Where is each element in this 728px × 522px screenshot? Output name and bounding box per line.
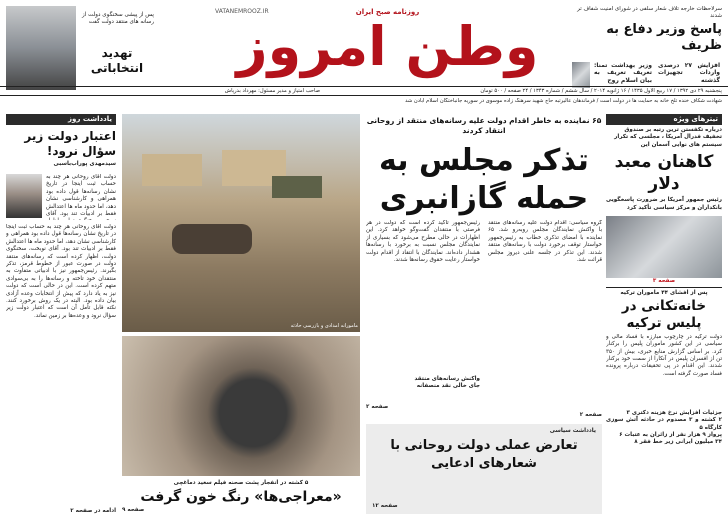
fed-photo[interactable] <box>606 216 722 278</box>
bottom-photo-caption: ۵ کشته در انفجار پشت صحنه فیلم سعید دماغچی <box>173 480 309 486</box>
right-list-item[interactable]: جزئیات افزایش نرخ هزینه دکتری ۳ <box>626 409 722 416</box>
bottom-photo[interactable] <box>122 336 360 476</box>
left-author: سیدمهدی پوراب‌باسبی <box>53 161 116 167</box>
bottom-headline[interactable]: «معراجی‌ها» رنگ خون گرفت <box>140 489 342 505</box>
tagline: روزنامه صبح ایران <box>355 8 420 16</box>
right-top-photo <box>572 62 590 88</box>
main-body-right: گروه سیاسی: اقدام دولت علیه رسانه‌های منتقد با واکنش نمایندگان مجلس روبه‌رو شد. ۶۵ نماینده با امضای تذکری خطاب به رئیس‌جمهور خواستار توقف برخورد دولت با رسانه‌های منتقد شدند. این تذکر در جلسه علنی دیروز مجلس قرائت شد. <box>488 220 602 264</box>
ticker-bar <box>0 97 728 107</box>
main-headline-1[interactable]: تذکر مجلس به <box>379 143 589 178</box>
left-top-box <box>6 6 154 90</box>
right-divider <box>606 287 722 288</box>
logo[interactable] <box>215 8 560 76</box>
right-list <box>606 410 722 447</box>
dateline: پنجشنبه ۲۹ دی ۱۳۹۲ / ۱۷ ربیع الاول ۱۴۳۵ / ۱۶ ژانویه ۲۰۱۴ / سال ششم / شماره ۱۳۴۳ / ۲۴ صفحه / ۵۰۰ تومان <box>480 88 722 94</box>
dateline-bar <box>0 86 728 96</box>
right-list-item[interactable]: ۲ کشته و ۳ مصدوم در حادثه آتش سوزی کارگاه ۵ <box>606 417 722 431</box>
main-story <box>366 114 602 516</box>
editorial-page[interactable]: صفحه ۱۲ <box>372 502 398 509</box>
main-page-left[interactable]: صفحه ۲ <box>366 404 389 410</box>
left-column <box>6 114 116 516</box>
right-top-box <box>572 6 722 90</box>
left-top-kicker: پس از پیشی سخنگوی دولت از رسانه های منتقد دولت گفت <box>82 12 154 26</box>
left-continue[interactable]: ادامه در صفحه ۲ <box>70 508 116 514</box>
main-headline-2[interactable]: حمله گازانبری <box>379 181 589 216</box>
right-top-headline[interactable]: پاسخ وزیر دفاع به ظریف <box>606 21 722 53</box>
site-url[interactable]: VATANEMROOZ.IR <box>215 8 269 15</box>
main-bullets <box>366 376 480 391</box>
right-top-kicker: سرلاحظات خارجه تلاف شعار سلفی در شورای امنیت شفاف تر شدند <box>577 6 722 20</box>
right-subtext: رئیس جمهور آمریکا بر ضرورت پاسخگویی بانکداران و مرکز سیاسی تأکید کرد <box>606 197 722 211</box>
right-headline2[interactable]: خانه‌تکانی در پلیس ترکیه <box>621 297 707 331</box>
right-section-label: تیترهای ویژه <box>606 114 722 125</box>
top-photo[interactable] <box>122 114 360 332</box>
left-section-label: یادداشت روز <box>6 114 116 125</box>
logo-text: وطن امروز <box>236 15 539 78</box>
jeep <box>272 176 322 198</box>
bullet-1: واکنش رسانه‌های منتقد <box>414 376 480 382</box>
right-body2: دولت ترکیه در چارچوب مبارزه با فساد مالی و سیاسی در این کشور ماموران پلیس را برکنار کرد. بر اساس گزارش منابع خبری، بیش از ۳۵۰ تن از افسران پلیس در آنکارا از سمت خود برکنار شدند. این اقدام در پی تحقیقات درباره پرونده فساد صورت گرفته است. <box>606 333 722 377</box>
editorial-box <box>366 424 602 514</box>
bullet-2: جای خالی نقد منصفانه <box>416 383 480 390</box>
right-top-item-1[interactable]: افزایش ۲۷ درصدی واردات تجهیزات گذشته <box>658 62 720 84</box>
right-page[interactable]: صفحه ۳ <box>652 278 676 285</box>
right-top-item-2[interactable]: وزیر بهداشت تمنا: تعریف تعریف به بیان اسلام روح <box>594 62 652 84</box>
main-page-right[interactable]: صفحه ۲ <box>579 412 602 418</box>
right-kicker: درباره تکفستن ترین رتبه بر صندوق تخفیف فدرال آمریکا ، مجلسی که تکرار سیستم های نوایی آسمان این <box>614 127 722 148</box>
right-list-item[interactable]: ۳۴ میلیون ایرانی زیر خط فقر ۸ <box>634 439 722 446</box>
right-list-item[interactable]: پرواز ۹ هزار نفر از زائران به عتبات ۶ <box>619 432 722 439</box>
tent-1 <box>142 154 202 186</box>
ticker: شهادت شکاف خنده تلخ خانه به حمایت ها در دولت است / فرماندهان عالیرتبه حاج شهید سرهنگ زاده موسوی در سوریه جانباختگان اسلام آبادن شد <box>405 98 722 104</box>
right-headline[interactable]: کاهنان معبد دلار <box>614 152 714 195</box>
right-headline2-kicker: پس از افشای ۴۴ ماموران ترکیه <box>620 290 708 297</box>
top-photo-caption: مامورانه امدادی و بازرسی حادثه <box>290 322 358 329</box>
left-headline[interactable]: اعتبار دولت زیر سؤال نرود! <box>24 129 116 158</box>
left-body: دولت آقای روحانی هر چند به حساب ثبت اینجا در تاریخ نشان رسانه‌ها قول داده بود همراهی و کارشناسی نشان دهد، اما حدود ماه ها اعتدالش فقط بر ادبیات تند بود. آقای نوبخت، سخنگوی دولت، اظهار کرده است که رسانه‌های منتقد دولت در صورت عبور از خطوط قرمز، تذکر بگیرند. رئیس‌جمهور نیز با ادبیاتی متفاوت به منتقدان خود تاخته و رسانه‌ها را به بی‌سوادی متهم کرده است. این در حالی است که دولت نیز به یاد دارد که پیش از انتخابات وعده آزادی بیان داده بود. البته در یک روش برخورد کنند. نکته قابل تأمل آن است که اعتبار دولت زیر سؤال نرود و وعده‌ها بر زمین نماند. <box>6 224 116 319</box>
slogan: صاحب امتیاز و مدیر مسئول: مهرداد بذرپاش <box>224 88 320 94</box>
main-kicker: ۶۵ نماینده به خاطر اقدام دولت علیه رسانه‌های منتقد از روحانی انتقاد کردند <box>366 116 602 135</box>
left-top-photo <box>6 6 76 90</box>
photo-page[interactable]: صفحه ۹ <box>122 507 145 513</box>
main-body-left: رئیس‌جمهور تاکید کرده است که دولت در هر فرصتی با منتقدان گفت‌وگو خواهد کرد. این اظهارات در حالی مطرح می‌شود که بسیاری از نمایندگان مجلس نسبت به برخورد با رسانه‌ها هشدار داده‌اند. نمایندگان با انتقاد از اقدام دولت خواستار رعایت حقوق رسانه‌ها شدند. <box>366 220 480 264</box>
masthead <box>0 0 728 104</box>
author-photo <box>6 174 42 218</box>
left-top-headline[interactable]: تهدید انتخاباتی <box>90 46 144 75</box>
left-body-top: دولت آقای روحانی هر چند به حساب ثبت اینجا در تاریخ نشان رسانه‌ها قول داده بود همراهی و کارشناسی نشان دهد، اما حدود ماه ها اعتدالش فقط بر ادبیات تند بود. آقای <box>46 174 116 218</box>
editorial-label: یادداشت سیاسی <box>549 428 596 434</box>
wreck-1 <box>172 224 252 254</box>
editorial-headline[interactable]: تعارض عملی دولت روحانی با شعارهای ادعایی <box>390 438 578 472</box>
photo-column <box>122 114 360 516</box>
right-column <box>606 114 722 516</box>
